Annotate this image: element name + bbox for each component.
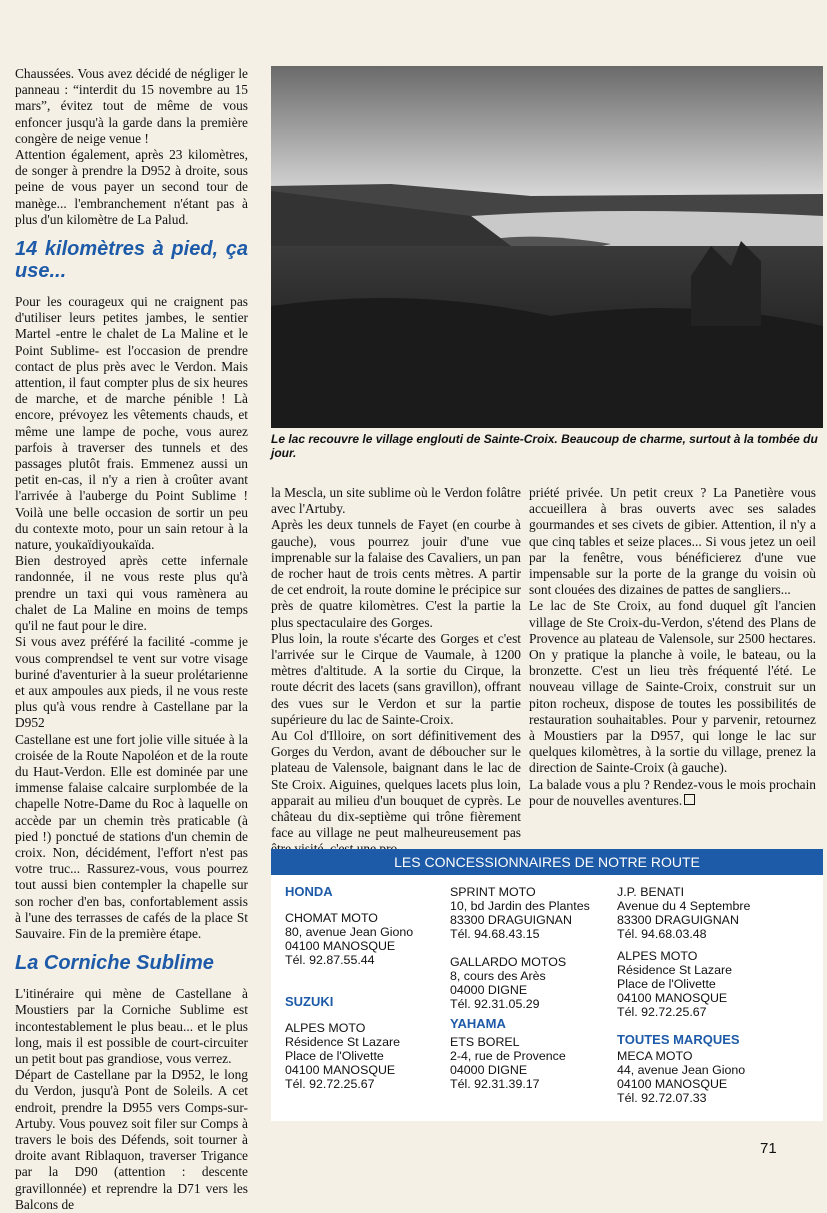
paragraph: la Mescla, un site sublime où le Verdon folâtre avec l'Artuby. [271, 485, 521, 517]
paragraph: Pour les courageux qui ne craignent pas d'utiliser leurs petites jambes, le sentier Martel -entre le chalet de La Maline et le Point Sublime- est l'occasion de prendre contact de plus près avec le Verdon. Mais attention, il faut compter plus de six heures de marche, et de marche pénible ! Là encore, prévoyez les vêtements chauds, et même une lampe de poche, vous aurez parfois à traverser des tunnels et des passages plutôt frais. Emmenez aussi un petit en-cas, il n'y a rien à croûter avant l'arrivée à l'auberge du Point Sublime ! Voilà une belle occasion de sortir un peu du contexte moto, pour un sain retour à la nature, youkaïdiyoukaïda. [15, 294, 248, 553]
dealer-entry [617, 1049, 817, 1105]
dealer-address: 2-4, rue de Provence [450, 1049, 566, 1063]
dealers-box [271, 849, 823, 1121]
section-heading: La Corniche Sublime [15, 952, 214, 975]
paragraph: Départ de Castellane par la D952, le long du Verdon, jusqu'à Pont de Soleils. A cet endroit, prendre la D955 vers Comps-sur-Artuby. Vous pouvez soit filer sur Comps à travers le bois des Défends, soit tourner à droite avant Riblaquon, traverser Trigance par la D90 (attention : descente gravillonnée) et reprendre la D71 vers les Balcons de [15, 1067, 248, 1212]
section-heading: 14 kilomètres à pied, ça use... [15, 238, 248, 283]
dealers-column-2 [450, 885, 610, 1105]
dealer-address: Avenue du 4 Septembre [617, 899, 751, 913]
dealer-entry [285, 911, 435, 967]
dealer-name: MECA MOTO [617, 1049, 693, 1063]
dealer-entry [617, 885, 817, 941]
paragraph: Castellane est une fort jolie ville située à la croisée de la Route Napoléon et de la route du Haut-Verdon. Elle est dominée par une immense falaise calcaire surplombée de la chapelle Notre-Dame du Roc à laquelle on accède par un chemin très praticable (à pied !) ponctué de stations d'un chemin de croix. Non, décidément, l'effort n'est pas votre truc... Rassurez-vous, vous pourrez tout aussi bien contempler la chapelle sur son rocher d'en bas, confortablement assis à l'une des terrasses de cafés de la place St Sauvaire. Fin de la première étape. [15, 731, 248, 941]
dealer-name: CHOMAT MOTO [285, 911, 378, 925]
photo-caption: Le lac recouvre le village englouti de Sainte-Croix. Beaucoup de charme, surtout à la tombée du jour. [271, 432, 818, 460]
paragraph: Après les deux tunnels de Fayet (en courbe à gauche), vous pourrez jouir d'une vue imprenable sur la falaise des Cavaliers, un pan de rocher haut de trois cents mètres. A partir de cet endroit, la route domine le précipice sur près de quatre kilomètres. C'est la partie la plus spectaculaire des Gorges. [271, 517, 521, 630]
dealer-phone: Tél. 92.72.25.67 [285, 1077, 375, 1091]
dealer-phone: Tél. 92.31.39.17 [450, 1077, 540, 1091]
article-column-2 [271, 485, 521, 858]
dealer-city: 04000 DIGNE [450, 983, 528, 997]
article-column-1 [15, 66, 248, 1213]
dealer-name: GALLARDO MOTOS [450, 955, 567, 969]
dealer-address: 44, avenue Jean Giono [617, 1063, 746, 1077]
brand-label: YAHAMA [450, 1016, 506, 1031]
dealers-column-3 [617, 885, 817, 1119]
dealer-phone: Tél. 92.72.25.67 [617, 1005, 707, 1019]
dealer-city: 83300 DRAGUIGNAN [617, 913, 739, 927]
dealer-city: 04100 MANOSQUE [285, 1063, 396, 1077]
dealer-address: 8, cours des Arès [450, 969, 546, 983]
dealer-name: ALPES MOTO [617, 949, 698, 963]
dealer-name: J.P. BENATI [617, 885, 685, 899]
page-number: 71 [760, 1140, 777, 1157]
dealer-phone: Tél. 94.68.43.15 [450, 927, 540, 941]
dealer-phone: Tél. 94.68.03.48 [617, 927, 707, 941]
dealer-city: 04100 MANOSQUE [617, 991, 728, 1005]
paragraph: L'itinéraire qui mène de Castellane à Moustiers par la Corniche Sublime est incontestablement le plus beau... et le plus long, mais il est possible de court-circuiter un petit bout pas grandiose, vous verrez. [15, 986, 248, 1066]
dealer-city: 83300 DRAGUIGNAN [450, 913, 572, 927]
dealer-entry [285, 1021, 435, 1091]
lake-photo [271, 66, 823, 428]
dealers-column-1 [285, 885, 435, 1105]
dealer-address: 10, bd Jardin des Plantes [450, 899, 590, 913]
dealer-address: Place de l'Olivette [617, 977, 716, 991]
paragraph: Au Col d'Illoire, on sort définitivement des Gorges du Verdon, avant de déboucher sur le plateau de Valensole, baignant dans le lac de Ste Croix. Aiguines, quelques lacets plus loin, apparait au milieu d'un bouquet de cyprès. Le château du dix-septième qui trône fièrement face au village ne peut malheureusement pas [271, 728, 521, 841]
dealer-address: Résidence St Lazare [617, 963, 733, 977]
brand-label: SUZUKI [285, 994, 334, 1009]
dealer-address: 80, avenue Jean Giono [285, 925, 414, 939]
dealers-title: LES CONCESSIONNAIRES DE NOTRE ROUTE [271, 849, 823, 875]
dealer-name: ALPES MOTO [285, 1021, 366, 1035]
dealer-entry [617, 949, 817, 1019]
dealer-city: 04100 MANOSQUE [617, 1077, 728, 1091]
article-column-3 [529, 485, 816, 809]
closing-text: La balade vous a plu ? Rendez-vous le mois prochain pour de nouvelles aventures. [529, 776, 816, 808]
dealer-city: 04000 DIGNE [450, 1063, 528, 1077]
dealer-entry [450, 1035, 610, 1091]
dealer-address: Résidence St Lazare [285, 1035, 401, 1049]
dealer-name: SPRINT MOTO [450, 885, 536, 899]
paragraph: Bien destroyed après cette infernale randonnée, il ne vous reste plus qu'à prendre un taxi qui vous ramènera au chalet de La Maline en moins de temps qu'il ne faut pour le dire. [15, 553, 248, 634]
end-mark-icon [684, 794, 695, 805]
brand-label: TOUTES MARQUES [617, 1032, 740, 1047]
dealer-address: Place de l'Olivette [285, 1049, 384, 1063]
brand-label: HONDA [285, 884, 333, 899]
paragraph: Le lac de Ste Croix, au fond duquel gît l'ancien village de Ste Croix-du-Verdon, s'étend des Plans de Provence au plateau de Valensole, sur 2500 hectares. On y pratique la planche à voile, le bateau, ou la bronzette. C'est un lieu très fréquenté l'été. Le nouveau village de Sainte-Croix, construit sur un piton rocheux, dispose de toutes les possibilités de restauration souhaitables. Pour y parvenir, retournez à Moustiers par la D957, qui longe le lac sur quelques kilomètres, à la sortie du village, prenez la direction de Sainte-Croix (à gauche). [529, 598, 816, 776]
dealer-name: ETS BOREL [450, 1035, 520, 1049]
paragraph: Attention également, après 23 kilomètres, de songer à prendre la D952 à droite, sous peine de vous payer un second tour de manège... l'embranchement n'étant pas à plus d'un kilomètre de La Palud. [15, 147, 248, 227]
paragraph: Si vous avez préféré la facilité -comme je vous comprendsel te vent sur votre visage buriné d'aventurier à la sueur prolétarienne et aux ampoules aux pieds, il ne vous reste plus qu'à vous rendre à Castellane par la D952 [15, 634, 248, 731]
dealer-phone: Tél. 92.31.05.29 [450, 997, 540, 1011]
dealer-phone: Tél. 92.87.55.44 [285, 953, 375, 967]
dealer-entry [450, 955, 610, 1011]
paragraph: Plus loin, la route s'écarte des Gorges et c'est l'arrivée sur le Cirque de Vaumale, à 1200 mètres d'altitude. A la sortie du Cirque, la route décrit des lacets (sans gravillon), offrant des vues sur le Verdon et sur la partie supérieure du lac de Sainte-Croix. [271, 630, 521, 727]
dealer-city: 04100 MANOSQUE [285, 939, 396, 953]
paragraph: priété privée. Un petit creux ? La Panetière vous accueillera à bras ouverts avec ses salades gourmandes et ses civets de gibier. Attention, il n'y a que cinq tables et seize places... Si vous jetez un oeil par la fenêtre, vous bénéficierez d'une vue impensable sur la porte de la grange du voisin où sont clouées des dizaines de pattes de sangliers... [529, 485, 816, 598]
dealer-phone: Tél. 92.72.07.33 [617, 1091, 707, 1105]
paragraph: Chaussées. Vous avez décidé de négliger le panneau : “interdit du 15 novembre au 15 mars”, évitez tout de même de vous enfoncer jusqu'à la garde dans la première congère de neige venue ! [15, 66, 248, 146]
dealer-entry [450, 885, 610, 941]
paragraph [529, 777, 816, 809]
